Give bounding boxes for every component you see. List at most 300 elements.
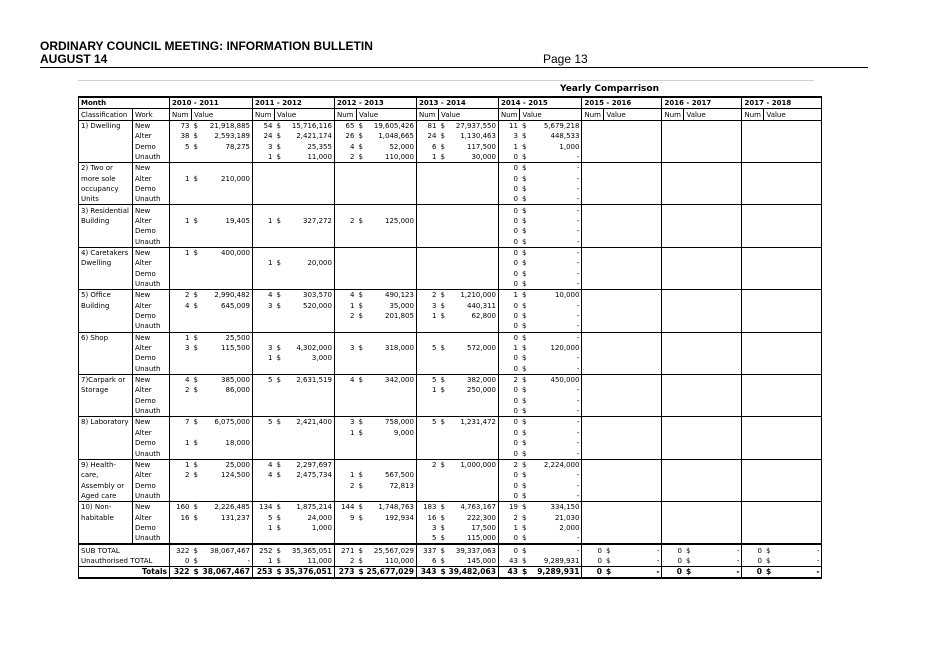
currency-cell xyxy=(275,406,283,417)
num-cell: 0 xyxy=(498,533,520,544)
work-cell: Alter xyxy=(133,428,170,438)
value-cell: 15,716,116 xyxy=(283,120,335,131)
currency-cell xyxy=(764,523,772,533)
table-row xyxy=(79,353,822,363)
num-cell xyxy=(416,194,438,205)
currency-cell xyxy=(684,448,692,459)
currency-cell xyxy=(356,448,364,459)
num-cell: 2 xyxy=(170,385,192,395)
value-cell xyxy=(612,163,662,174)
num-cell: 0 xyxy=(498,364,520,375)
value-cell xyxy=(772,374,822,385)
value-cell xyxy=(612,247,662,258)
value-cell xyxy=(612,374,662,385)
value-cell xyxy=(200,428,253,438)
table-row xyxy=(79,448,822,459)
currency-cell xyxy=(604,290,612,301)
currency-cell xyxy=(192,311,200,321)
currency-cell xyxy=(764,417,772,428)
currency-cell xyxy=(604,374,612,385)
value-cell xyxy=(364,226,416,236)
value-header: Value xyxy=(192,109,253,120)
currency-cell: $ xyxy=(605,556,611,565)
value-cell xyxy=(200,279,253,290)
currency-cell xyxy=(356,406,364,417)
num-cell: 19 xyxy=(498,502,520,513)
num-cell xyxy=(416,321,438,332)
num-cell: 0 xyxy=(498,491,520,502)
currency-cell xyxy=(438,448,446,459)
work-cell: Unauth xyxy=(133,152,170,163)
currency-cell: $ xyxy=(193,386,198,395)
value-cell: 382,000 xyxy=(446,374,498,385)
value-cell xyxy=(692,364,742,375)
num-cell: 26 xyxy=(334,131,356,141)
num-cell xyxy=(253,311,275,321)
value-cell: 2,593,189 xyxy=(200,131,253,141)
num-cell xyxy=(662,120,684,131)
value-cell xyxy=(364,533,416,544)
num-cell xyxy=(334,533,356,544)
currency-cell xyxy=(604,152,612,163)
value-cell xyxy=(772,512,822,522)
year-header: 2017 - 2018 xyxy=(742,97,822,109)
year-header: 2012 - 2013 xyxy=(334,97,416,109)
num-header: Num xyxy=(170,109,192,120)
year-header: 2015 - 2016 xyxy=(582,97,662,109)
num-cell xyxy=(742,428,764,438)
num-cell xyxy=(662,523,684,533)
classification-cell: more sole xyxy=(79,173,133,183)
classification-cell: habitable xyxy=(79,512,133,522)
num-cell: 183 xyxy=(416,502,438,513)
num-cell xyxy=(742,374,764,385)
value-cell: 520,000 xyxy=(283,301,335,311)
table-row xyxy=(79,141,822,151)
currency-cell xyxy=(764,290,772,301)
currency-cell: $ xyxy=(440,142,445,151)
num-cell: 11 xyxy=(498,120,520,131)
currency-cell xyxy=(604,163,612,174)
currency-cell xyxy=(764,279,772,290)
currency-cell: $ xyxy=(193,291,198,300)
value-cell xyxy=(772,216,822,226)
currency-cell xyxy=(192,406,200,417)
column-header-row xyxy=(79,109,822,120)
currency-cell: $ xyxy=(356,544,364,555)
currency-cell xyxy=(356,438,364,448)
currency-cell: $ xyxy=(521,364,527,373)
num-cell xyxy=(416,163,438,174)
table-row xyxy=(79,480,822,490)
currency-cell: $ xyxy=(440,534,445,543)
work-cell: Demo xyxy=(133,523,170,533)
value-cell: - xyxy=(692,544,742,555)
work-cell: Alter xyxy=(133,173,170,183)
currency-cell: $ xyxy=(193,344,198,353)
table-row xyxy=(79,470,822,480)
value-cell xyxy=(772,417,822,428)
num-cell xyxy=(416,448,438,459)
value-cell xyxy=(612,226,662,236)
num-cell xyxy=(582,131,604,141)
num-cell: 343 xyxy=(416,567,438,579)
currency-cell xyxy=(604,438,612,448)
value-cell: 125,000 xyxy=(364,216,416,226)
table-row xyxy=(79,279,822,290)
work-cell: Alter xyxy=(133,216,170,226)
value-cell: - xyxy=(528,353,582,363)
num-cell: 0 xyxy=(498,194,520,205)
num-cell xyxy=(334,385,356,395)
num-cell: 0 xyxy=(498,448,520,459)
currency-cell xyxy=(684,163,692,174)
currency-cell xyxy=(192,184,200,194)
num-cell xyxy=(662,321,684,332)
value-header: Value xyxy=(275,109,335,120)
num-cell xyxy=(416,236,438,247)
currency-cell: $ xyxy=(276,376,281,385)
currency-cell xyxy=(764,205,772,216)
value-cell: - xyxy=(772,556,822,567)
num-cell: 2 xyxy=(334,216,356,226)
num-cell xyxy=(170,406,192,417)
num-cell: 1 xyxy=(498,141,520,151)
num-cell xyxy=(582,385,604,395)
currency-cell xyxy=(684,258,692,268)
currency-cell: $ xyxy=(193,248,198,257)
currency-cell xyxy=(192,152,200,163)
value-cell: 2,226,485 xyxy=(200,502,253,513)
num-cell xyxy=(253,226,275,236)
currency-cell xyxy=(438,205,446,216)
value-cell: 2,631,519 xyxy=(283,374,335,385)
value-cell: 9,000 xyxy=(364,428,416,438)
currency-cell: $ xyxy=(438,567,446,579)
num-cell xyxy=(582,428,604,438)
value-cell xyxy=(612,194,662,205)
num-cell: 1 xyxy=(170,438,192,448)
value-cell xyxy=(446,194,498,205)
classification-cell xyxy=(79,321,133,332)
currency-cell xyxy=(275,226,283,236)
currency-cell xyxy=(684,205,692,216)
currency-cell: $ xyxy=(193,471,198,480)
currency-cell xyxy=(684,353,692,363)
value-cell: 38,067,467 xyxy=(200,567,253,579)
currency-cell xyxy=(764,332,772,343)
value-cell: - xyxy=(528,406,582,417)
currency-cell xyxy=(764,141,772,151)
currency-cell: $ xyxy=(193,121,198,130)
num-cell xyxy=(742,470,764,480)
currency-cell xyxy=(764,448,772,459)
bulletin-title: ORDINARY COUNCIL MEETING: INFORMATION BULLETIN xyxy=(40,39,373,53)
num-cell xyxy=(582,173,604,183)
work-cell: Unauth xyxy=(133,194,170,205)
currency-cell xyxy=(192,194,200,205)
classification-cell xyxy=(79,141,133,151)
currency-cell xyxy=(764,470,772,480)
currency-cell: $ xyxy=(521,481,527,490)
num-cell xyxy=(742,152,764,163)
value-cell: - xyxy=(528,480,582,490)
num-cell xyxy=(170,163,192,174)
currency-cell xyxy=(438,406,446,417)
num-cell: 1 xyxy=(170,459,192,470)
num-cell xyxy=(253,332,275,343)
value-cell: 19,405 xyxy=(200,216,253,226)
table-row xyxy=(79,311,822,321)
currency-cell: $ xyxy=(440,503,445,512)
value-cell xyxy=(612,512,662,522)
num-cell xyxy=(170,152,192,163)
classification-cell xyxy=(79,279,133,290)
num-cell xyxy=(742,216,764,226)
value-cell xyxy=(692,131,742,141)
currency-cell xyxy=(604,353,612,363)
num-cell xyxy=(582,491,604,502)
value-cell: 145,000 xyxy=(446,556,498,567)
value-cell xyxy=(446,184,498,194)
value-cell xyxy=(692,480,742,490)
num-cell: 0 xyxy=(582,567,604,579)
num-cell: 65 xyxy=(334,120,356,131)
num-cell: 73 xyxy=(170,120,192,131)
currency-cell: $ xyxy=(521,280,527,289)
num-header: Num xyxy=(334,109,356,120)
currency-cell xyxy=(192,321,200,332)
classification-cell xyxy=(79,364,133,375)
num-cell: 4 xyxy=(334,374,356,385)
work-cell: New xyxy=(133,332,170,343)
num-cell xyxy=(662,374,684,385)
currency-cell xyxy=(764,226,772,236)
num-cell: 2 xyxy=(498,374,520,385)
num-cell: 271 xyxy=(334,544,356,555)
num-cell xyxy=(742,480,764,490)
value-cell: 131,237 xyxy=(200,512,253,522)
num-cell: 2 xyxy=(498,512,520,522)
num-cell: 0 xyxy=(498,470,520,480)
num-cell xyxy=(416,205,438,216)
currency-cell: $ xyxy=(521,376,527,385)
value-cell xyxy=(772,173,822,183)
currency-cell xyxy=(356,396,364,406)
num-cell xyxy=(253,364,275,375)
num-cell: 0 xyxy=(498,321,520,332)
num-cell xyxy=(742,459,764,470)
value-cell: 11,000 xyxy=(283,152,335,163)
value-cell xyxy=(283,269,335,279)
value-cell xyxy=(772,491,822,502)
num-cell xyxy=(582,480,604,490)
currency-cell: $ xyxy=(521,184,527,193)
currency-cell xyxy=(604,311,612,321)
value-cell xyxy=(200,258,253,268)
table-row xyxy=(79,523,822,533)
value-cell xyxy=(283,163,335,174)
currency-cell: $ xyxy=(521,206,527,215)
value-cell xyxy=(364,332,416,343)
num-cell xyxy=(662,258,684,268)
value-cell xyxy=(772,236,822,247)
currency-cell: $ xyxy=(276,152,281,161)
num-cell: 0 xyxy=(582,556,604,567)
currency-cell: $ xyxy=(521,439,527,448)
value-cell xyxy=(692,374,742,385)
num-cell xyxy=(742,226,764,236)
table-row xyxy=(79,258,822,268)
currency-cell xyxy=(438,247,446,258)
value-header: Value xyxy=(604,109,662,120)
value-cell: - xyxy=(528,533,582,544)
value-cell: - xyxy=(528,216,582,226)
currency-cell xyxy=(764,491,772,502)
table-row xyxy=(79,216,822,226)
num-cell xyxy=(170,194,192,205)
work-cell: Alter xyxy=(133,385,170,395)
value-cell: - xyxy=(528,173,582,183)
num-cell xyxy=(582,216,604,226)
currency-cell: $ xyxy=(521,556,527,565)
currency-cell: $ xyxy=(521,534,527,543)
currency-cell: $ xyxy=(358,471,363,480)
num-cell xyxy=(582,406,604,417)
num-cell xyxy=(662,491,684,502)
currency-cell xyxy=(192,428,200,438)
value-cell: 3,000 xyxy=(283,353,335,363)
num-cell xyxy=(742,205,764,216)
currency-cell: $ xyxy=(521,386,527,395)
num-cell: 0 xyxy=(498,163,520,174)
table-row xyxy=(79,364,822,375)
work-cell: Unauth xyxy=(133,236,170,247)
value-cell xyxy=(446,480,498,490)
currency-cell xyxy=(764,131,772,141)
value-cell: - xyxy=(528,269,582,279)
currency-cell xyxy=(604,428,612,438)
num-cell xyxy=(662,417,684,428)
num-cell: 38 xyxy=(170,131,192,141)
value-cell xyxy=(200,311,253,321)
classification-cell xyxy=(79,523,133,533)
value-cell xyxy=(772,385,822,395)
value-cell xyxy=(283,279,335,290)
value-cell xyxy=(692,236,742,247)
num-cell xyxy=(662,406,684,417)
num-cell xyxy=(170,353,192,363)
num-cell xyxy=(416,184,438,194)
value-cell xyxy=(772,396,822,406)
value-cell: - xyxy=(692,567,742,579)
currency-cell xyxy=(604,269,612,279)
num-cell: 0 xyxy=(498,332,520,343)
num-cell xyxy=(334,173,356,183)
table-row xyxy=(79,502,822,513)
value-cell: 490,123 xyxy=(364,290,416,301)
currency-cell xyxy=(764,120,772,131)
currency-cell: $ xyxy=(358,513,363,522)
year-header: 2010 - 2011 xyxy=(170,97,253,109)
currency-cell: $ xyxy=(438,544,446,555)
value-cell: 6,075,000 xyxy=(200,417,253,428)
value-cell xyxy=(772,279,822,290)
value-cell xyxy=(612,353,662,363)
currency-cell: $ xyxy=(521,503,527,512)
value-cell xyxy=(772,205,822,216)
currency-cell xyxy=(764,374,772,385)
num-cell: 1 xyxy=(416,385,438,395)
value-cell: - xyxy=(528,311,582,321)
value-cell xyxy=(772,470,822,480)
value-cell xyxy=(283,385,335,395)
num-cell: 4 xyxy=(334,141,356,151)
currency-cell xyxy=(684,290,692,301)
num-cell: 5 xyxy=(416,417,438,428)
value-cell xyxy=(200,364,253,375)
value-cell xyxy=(283,480,335,490)
value-cell xyxy=(200,353,253,363)
currency-cell xyxy=(684,502,692,513)
value-cell: 25,567,029 xyxy=(364,544,416,555)
value-cell: 1,000 xyxy=(283,523,335,533)
num-cell: 0 xyxy=(498,236,520,247)
currency-cell xyxy=(356,194,364,205)
num-cell: 7 xyxy=(170,417,192,428)
value-cell xyxy=(692,247,742,258)
num-cell: 4 xyxy=(253,459,275,470)
value-cell xyxy=(772,269,822,279)
value-cell xyxy=(612,523,662,533)
table-row xyxy=(79,226,822,236)
value-cell xyxy=(200,448,253,459)
currency-cell xyxy=(438,321,446,332)
currency-cell xyxy=(604,279,612,290)
value-cell xyxy=(446,258,498,268)
currency-cell: $ xyxy=(193,513,198,522)
currency-cell xyxy=(604,502,612,513)
num-cell: 3 xyxy=(253,301,275,311)
num-cell xyxy=(662,152,684,163)
value-cell: 2,475,734 xyxy=(283,470,335,480)
table-row xyxy=(79,120,822,131)
currency-cell xyxy=(604,131,612,141)
currency-cell xyxy=(764,533,772,544)
num-cell xyxy=(662,533,684,544)
currency-cell xyxy=(275,184,283,194)
num-cell xyxy=(334,258,356,268)
num-cell: 1 xyxy=(253,216,275,226)
value-cell: 35,376,051 xyxy=(283,567,335,579)
num-cell: 6 xyxy=(416,141,438,151)
value-cell: 19,605,426 xyxy=(364,120,416,131)
value-cell xyxy=(283,311,335,321)
work-cell: New xyxy=(133,374,170,385)
table-row xyxy=(79,184,822,194)
value-cell: 645,009 xyxy=(200,301,253,311)
num-cell xyxy=(170,279,192,290)
num-cell xyxy=(582,290,604,301)
subtotal-row xyxy=(79,544,822,555)
num-cell: 2 xyxy=(334,152,356,163)
value-cell xyxy=(692,438,742,448)
value-cell: 10,000 xyxy=(528,290,582,301)
currency-cell xyxy=(192,353,200,363)
work-cell: Demo xyxy=(133,438,170,448)
value-cell: 318,000 xyxy=(364,343,416,353)
currency-cell: $ xyxy=(358,132,363,141)
